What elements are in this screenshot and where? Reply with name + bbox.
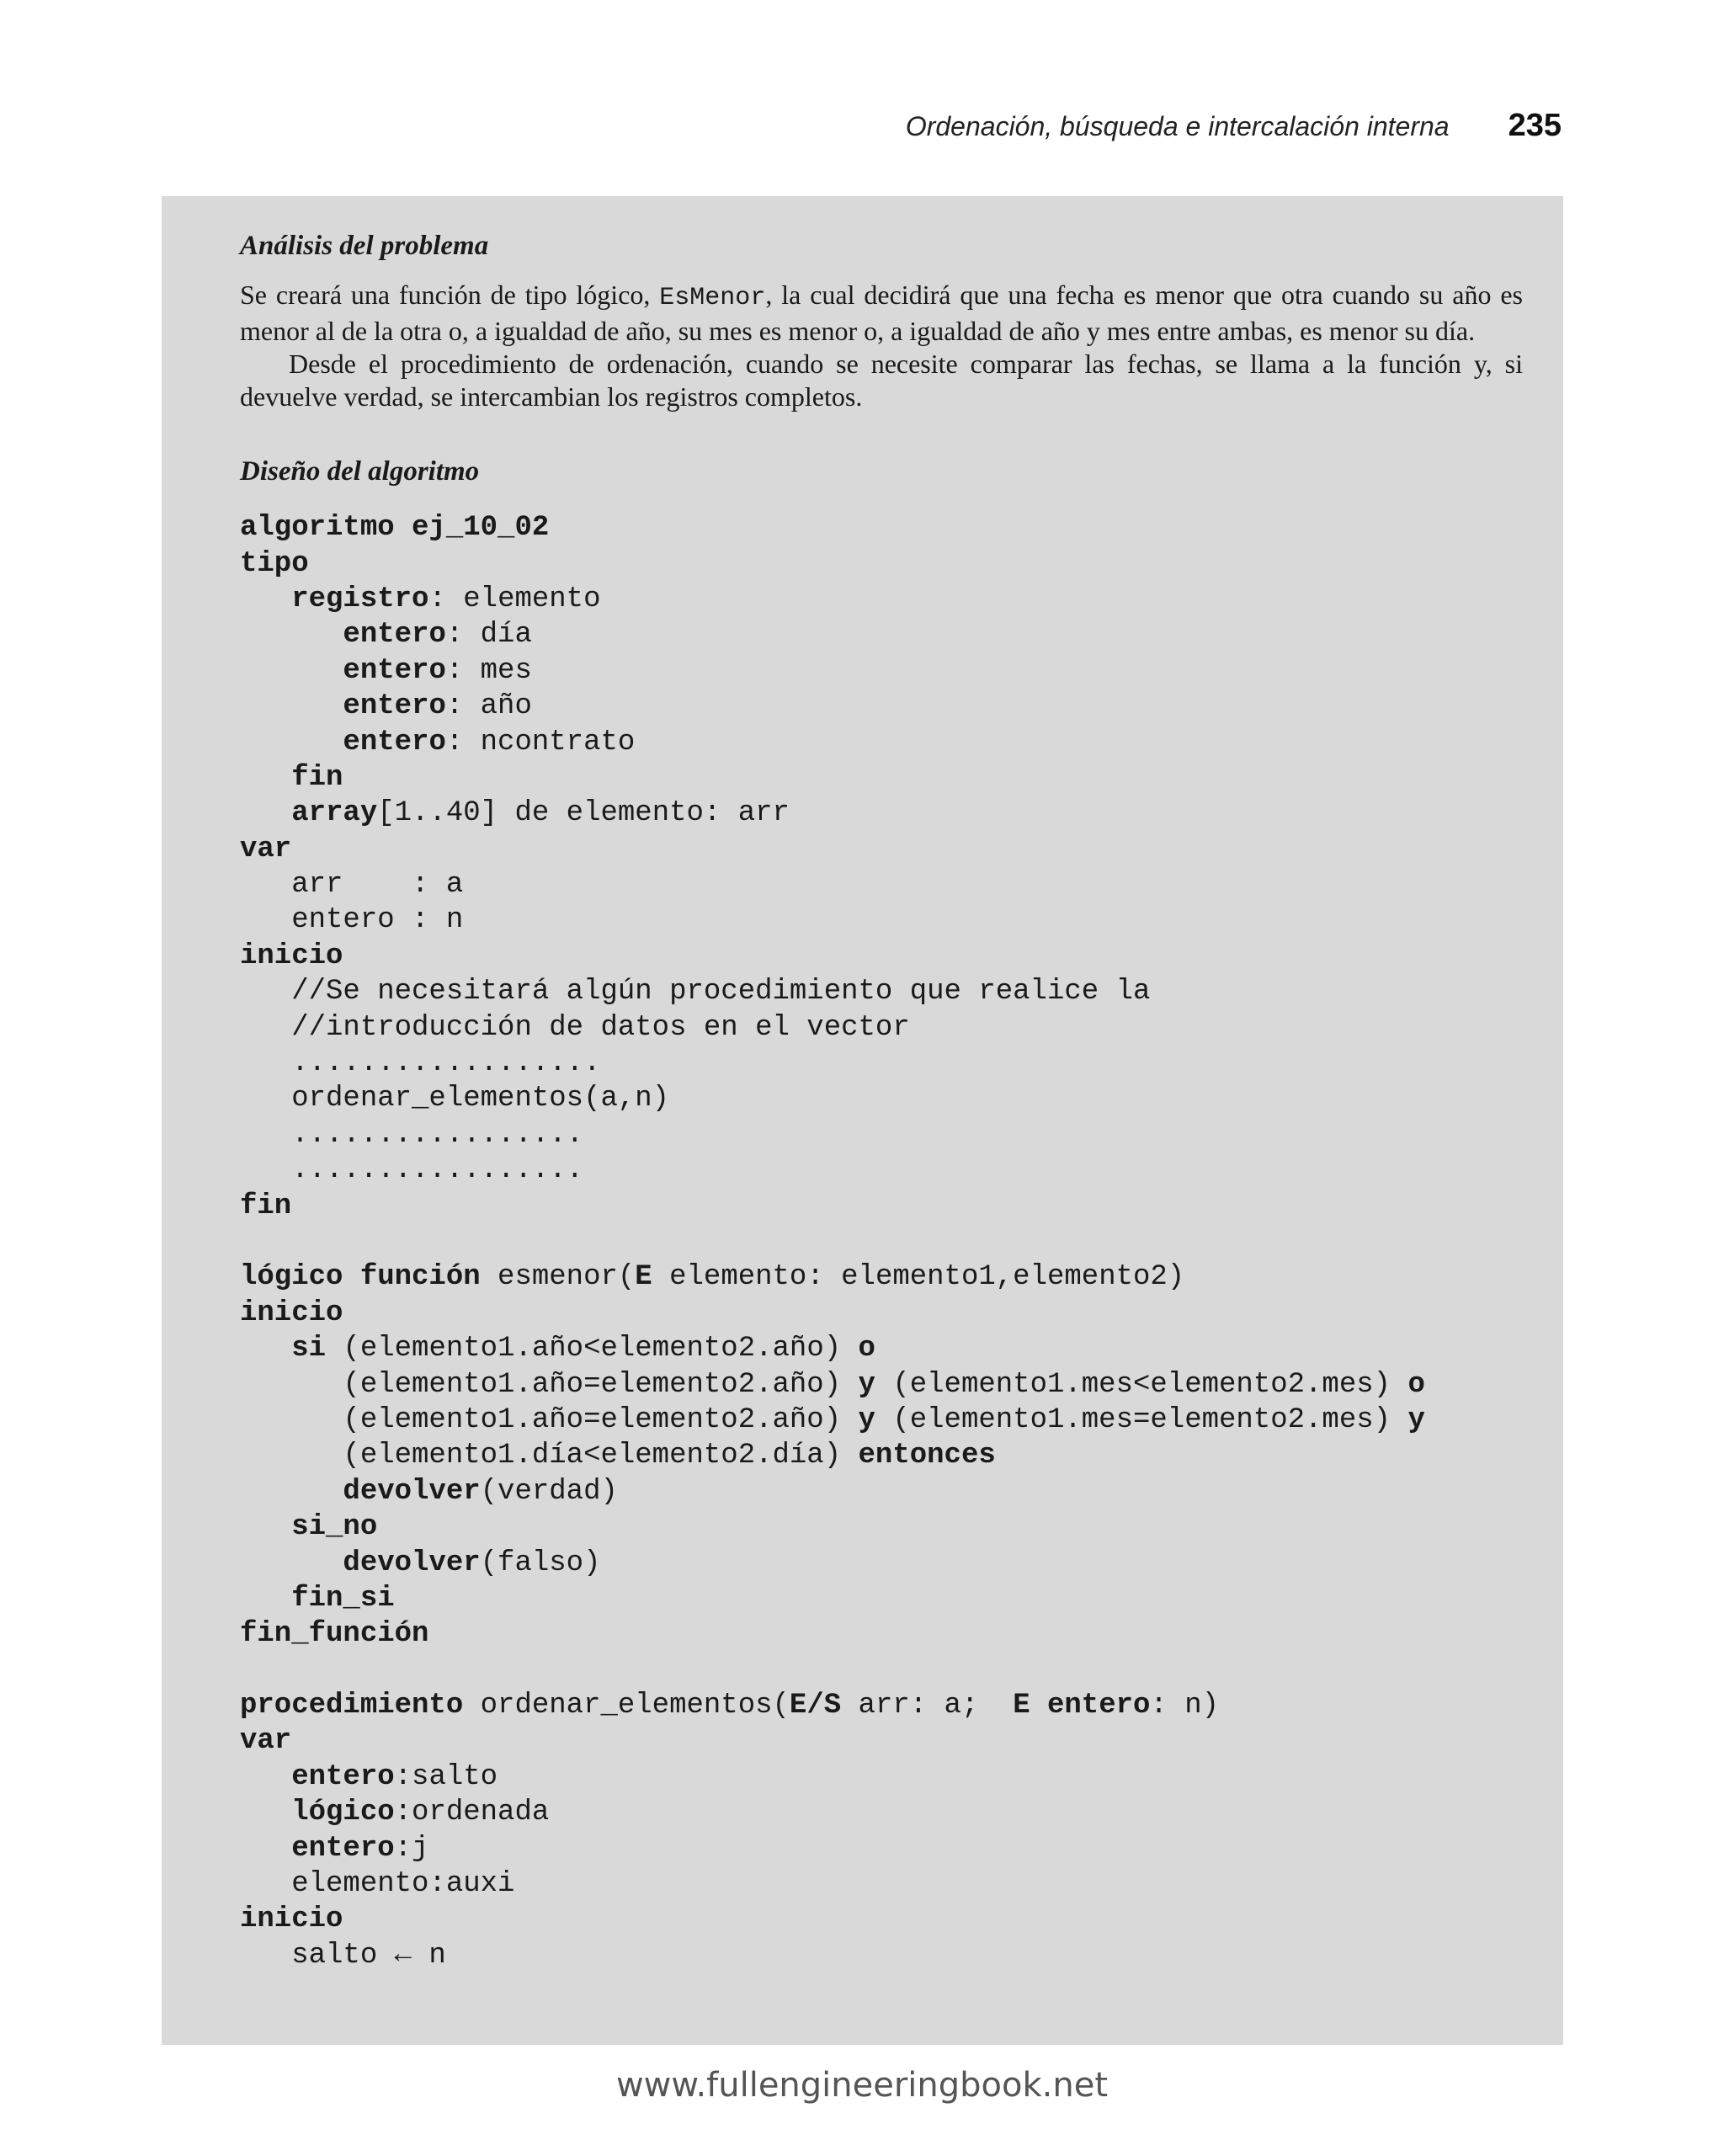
code-keyword: algoritmo ej_10_02 [240,512,550,545]
code-text: .................. [240,1047,601,1080]
code-line [240,1546,1523,1581]
code-text: arr : a [240,869,464,902]
code-text: :ordenada [394,1797,550,1829]
code-text: : día [445,619,532,652]
code-line [240,939,1523,974]
code-keyword: lógico [291,1797,395,1829]
analysis-paragraph-2: Desde el procedimiento de ordenación, cuando se necesite comparar las fechas, se llama a la función y, si devuelve verdad, se intercambian los registros completos. [240,348,1523,412]
code-text: (elemento1.año<elemento2.año) [326,1333,859,1365]
code-line [240,1259,1523,1295]
code-text: [1..40] de elemento: arr [377,797,790,830]
code-text [240,1547,343,1579]
code-text: ................. [240,1154,584,1187]
code-keyword: var [240,1725,292,1758]
code-line [240,1759,1523,1795]
code-text: //Se necesitará algún procedimiento que realice la [240,976,1151,1009]
code-text [240,762,291,794]
code-line [240,1296,1523,1331]
code-line [240,760,1523,796]
footer-url: www.fullengineeringbook.net [615,2066,1109,2105]
code-line [240,902,1523,938]
analysis-paragraph-1 [240,279,1523,348]
code-keyword: entero [291,1832,395,1865]
code-text [240,1511,291,1543]
running-header [160,108,1562,144]
code-keyword: tipo [240,547,309,580]
code-text: elemento: elemento1,elemento2) [652,1261,1185,1294]
code-text [240,1583,291,1615]
code-keyword: inicio [240,1296,343,1329]
code-text [240,619,343,651]
code-text [240,1797,291,1829]
code-keyword: var [240,833,292,865]
code-line [240,1474,1523,1509]
code-text [240,1833,291,1865]
analysis-p1-before: Se creará una función de tipo lógico, [240,279,660,310]
code-text: : ncontrato [445,726,636,759]
code-line [240,796,1523,831]
code-line [240,1688,1523,1723]
code-text [240,1476,343,1508]
code-text: (elemento1.mes<elemento2.mes) [875,1368,1408,1401]
code-keyword: inicio [240,1903,343,1936]
code-line [240,974,1523,1009]
code-text: //introducción de datos en el vector [240,1011,910,1044]
code-line [240,1795,1523,1830]
code-text: ordenar_elementos(a,n) [240,1083,670,1115]
code-line [240,689,1523,724]
code-line [240,1902,1523,1937]
code-line [240,1723,1523,1759]
code-keyword: entero [343,619,446,652]
code-keyword: entero [291,1760,395,1793]
code-keyword: array [291,797,378,830]
content-box [162,196,1563,2045]
code-text: :j [394,1832,429,1865]
code-line [240,510,1523,546]
code-keyword: lógico función [240,1261,481,1294]
code-line [240,1509,1523,1545]
code-keyword: inicio [240,940,343,972]
code-text: (elemento1.año=elemento2.año) [240,1368,859,1401]
code-text: : elemento [428,583,601,615]
code-keyword: entero [343,690,446,723]
code-line [240,867,1523,902]
code-keyword: entero [343,726,446,759]
code-line [240,1831,1523,1866]
code-text [240,1333,291,1365]
code-text: : año [445,690,532,723]
code-text [240,583,291,615]
code-line [240,653,1523,689]
code-keyword: y [858,1368,875,1401]
code-keyword: y [1407,1403,1425,1436]
code-text: (elemento1.mes=elemento2.mes) [875,1403,1408,1436]
code-block [240,510,1523,1973]
code-line [240,725,1523,760]
code-text: salto ← n [240,1939,446,1972]
code-line [240,1331,1523,1366]
code-text [240,655,343,687]
function-name-code: EsMenor [659,283,766,312]
code-line [240,1581,1523,1616]
code-line [240,546,1523,582]
code-line [240,1653,1523,1688]
code-keyword: fin [291,761,343,794]
code-text [240,1761,291,1793]
code-keyword: E [635,1261,652,1294]
code-text: esmenor( [480,1261,636,1294]
code-text [240,797,291,829]
code-text: (elemento1.día<elemento2.día) [240,1440,859,1472]
code-text: (elemento1.año=elemento2.año) [240,1403,859,1436]
code-line [240,1438,1523,1473]
code-keyword: E entero [1013,1690,1151,1722]
code-text: arr: a; [841,1690,1014,1722]
code-keyword: devolver [343,1546,481,1579]
code-text: :salto [394,1760,498,1793]
code-keyword: entero [343,654,446,687]
code-line [240,1224,1523,1259]
code-line [240,832,1523,867]
analysis-p1-after: , la cual decidirá que una fecha es menor que otra cuando su año es menor al de la otra o, a igualdad de año, su mes es menor o, a igualdad de año y mes entre ambas, es menor su día. [240,279,1524,346]
code-keyword: o [858,1333,875,1365]
code-line [240,1616,1523,1652]
code-line [240,1117,1523,1153]
code-line [240,1189,1523,1224]
code-line [240,1046,1523,1081]
code-keyword: devolver [343,1475,481,1508]
page-number: 235 [1508,108,1562,143]
code-keyword: fin [240,1190,292,1222]
code-text: : n) [1150,1690,1220,1722]
code-keyword: fin_función [240,1618,429,1651]
code-line [240,1010,1523,1046]
code-keyword: registro [291,583,429,615]
code-keyword: o [1407,1368,1425,1401]
code-text: ................. [240,1118,584,1151]
code-text [240,690,343,722]
design-heading: Diseño del algoritmo [240,455,480,487]
code-text: (falso) [480,1546,601,1579]
analysis-heading: Análisis del problema [240,231,489,261]
code-keyword: y [858,1403,875,1436]
code-keyword: E/S [789,1690,842,1722]
code-line [240,1403,1523,1438]
code-text: : mes [445,654,532,687]
code-keyword: procedimiento [240,1690,464,1722]
code-line [240,1081,1523,1116]
code-text [240,727,343,759]
code-text: ordenar_elementos( [463,1690,790,1722]
code-line [240,617,1523,652]
code-text: entero : n [240,904,464,937]
section-spacer [240,413,1523,455]
code-keyword: entonces [858,1440,996,1472]
running-header-title: Ordenación, búsqueda e intercalación interna [905,111,1450,141]
code-line [240,1866,1523,1902]
code-keyword: si_no [291,1511,378,1544]
code-line [240,1938,1523,1973]
code-text: (verdad) [480,1475,618,1508]
code-keyword: si [291,1333,327,1365]
code-line [240,1153,1523,1188]
code-keyword: fin_si [291,1582,395,1615]
code-line [240,1367,1523,1403]
code-line [240,582,1523,617]
code-text: elemento:auxi [240,1868,515,1901]
